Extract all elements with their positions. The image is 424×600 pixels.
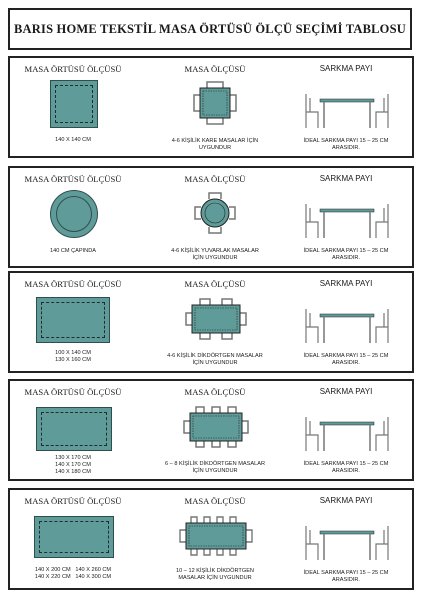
overhang-line: İDEAL SARKMA PAYI 15 – 25 CM [303, 461, 389, 467]
cloth-size-line: 100 X 140 CM [55, 350, 91, 356]
table-with-chairs-icon [182, 403, 250, 451]
size-row-1 [8, 56, 414, 158]
overhang-line: İDEAL SARKMA PAYI 15 – 25 CM [303, 248, 389, 254]
cloth-size-caption [10, 350, 136, 364]
overhang-line: İDEAL SARKMA PAYI 15 – 25 CM [303, 353, 389, 359]
overhang-side-view-icon [300, 90, 394, 130]
table-column-title: MASA ÖLÇÜSÜ [184, 174, 246, 184]
table-fit-line: 6 – 8 KİŞİLİK DİKDÖRTGEN MASALAR [165, 461, 265, 467]
overhang-caption [280, 353, 412, 367]
table-fit-line: 10 – 12 KİŞİLİK DİKDÖRTGEN [176, 568, 254, 574]
cloth-column-title: MASA ÖRTÜSÜ ÖLÇÜSÜ [24, 496, 122, 506]
table-fit-caption [140, 248, 290, 262]
overhang-caption [280, 461, 412, 475]
table-column [140, 58, 290, 156]
overhang-column-title: SARKMA PAYI [319, 279, 373, 288]
page-title: BARIS HOME TEKSTİL MASA ÖRTÜSÜ ÖLÇÜ SEÇİMİ TABLOSU [14, 21, 406, 36]
table-fit-caption [140, 138, 290, 152]
cloth-size-line: 140 X 220 CM 140 X 300 CM [34, 574, 112, 580]
table-column [140, 381, 290, 479]
size-row-4 [8, 379, 414, 481]
overhang-line: ARASIDIR. [332, 255, 360, 261]
table-with-chairs-icon [190, 78, 240, 128]
overhang-line: ARASIDIR. [332, 577, 360, 583]
overhang-column-title: SARKMA PAYI [319, 64, 373, 73]
table-column-title: MASA ÖLÇÜSÜ [184, 64, 246, 74]
overhang-line: ARASIDIR. [332, 468, 360, 474]
table-fit-line: İÇİN UYGUNDUR [192, 360, 238, 366]
table-fit-line: 4-6 KİŞİLİK KARE MASALAR İÇİN [171, 138, 259, 144]
cloth-size-line: 130 X 160 CM [55, 357, 91, 363]
cloth-size-line: 140 CM ÇAPINDA [49, 248, 96, 254]
cloth-column [10, 168, 136, 266]
overhang-column-title: SARKMA PAYI [319, 387, 373, 396]
table-fit-line: 4-6 KİŞİLİK DİKDÖRTGEN MASALAR [167, 353, 263, 359]
cloth-column-title: MASA ÖRTÜSÜ ÖLÇÜSÜ [24, 387, 122, 397]
table-fit-caption [140, 461, 290, 475]
table-with-chairs-icon [190, 188, 240, 238]
overhang-caption [280, 138, 412, 152]
rectangle-tablecloth-icon [36, 297, 110, 343]
table-fit-line: 4-6 KİŞİLİK YUVARLAK MASALAR [171, 248, 259, 254]
table-with-chairs-icon [184, 295, 248, 343]
cloth-size-line: 140 X 180 CM [55, 469, 91, 475]
cloth-size-line: 140 X 140 CM [55, 137, 91, 143]
rectangle-tablecloth-icon [34, 516, 114, 558]
overhang-side-view-icon [300, 413, 394, 453]
overhang-side-view-icon [300, 200, 394, 240]
cloth-size-line: 140 X 170 CM [55, 462, 91, 468]
cloth-column [10, 381, 136, 479]
cloth-column [10, 58, 136, 156]
cloth-size-caption [10, 137, 136, 144]
overhang-line: ARASIDIR. [332, 145, 360, 151]
round-tablecloth-icon [50, 190, 98, 238]
overhang-caption [280, 570, 412, 584]
table-fit-line: İÇİN UYGUNDUR [192, 468, 238, 474]
size-row-2 [8, 166, 414, 268]
table-column-title: MASA ÖLÇÜSÜ [184, 279, 246, 289]
cloth-column [10, 273, 136, 371]
cloth-column-title: MASA ÖRTÜSÜ ÖLÇÜSÜ [24, 64, 122, 74]
table-column [140, 273, 290, 371]
size-row-3 [8, 271, 414, 373]
table-fit-caption [140, 353, 290, 367]
overhang-column-title: SARKMA PAYI [319, 496, 373, 505]
overhang-side-view-icon [300, 522, 394, 562]
cloth-size-caption [10, 455, 136, 476]
overhang-column [280, 168, 412, 266]
page-header [8, 8, 412, 50]
cloth-size-caption [10, 567, 136, 581]
overhang-column-title: SARKMA PAYI [319, 174, 373, 183]
cloth-column-title: MASA ÖRTÜSÜ ÖLÇÜSÜ [24, 174, 122, 184]
table-fit-line: UYGUNDUR [198, 145, 232, 151]
cloth-size-caption [10, 248, 136, 255]
overhang-column [280, 273, 412, 371]
table-column-title: MASA ÖLÇÜSÜ [184, 496, 246, 506]
overhang-column [280, 381, 412, 479]
overhang-column [280, 58, 412, 156]
square-tablecloth-icon [50, 80, 98, 128]
table-column [140, 490, 290, 588]
cloth-column [10, 490, 136, 588]
overhang-line: ARASIDIR. [332, 360, 360, 366]
cloth-size-line: 140 X 200 CM 140 X 260 CM [34, 567, 112, 573]
cloth-size-line: 130 X 170 CM [55, 455, 91, 461]
overhang-caption [280, 248, 412, 262]
table-column-title: MASA ÖLÇÜSÜ [184, 387, 246, 397]
size-row-5 [8, 488, 414, 590]
table-column [140, 168, 290, 266]
table-fit-caption [140, 568, 290, 582]
table-with-chairs-icon [178, 514, 254, 558]
cloth-column-title: MASA ÖRTÜSÜ ÖLÇÜSÜ [24, 279, 122, 289]
overhang-column [280, 490, 412, 588]
rectangle-tablecloth-icon [36, 407, 112, 451]
overhang-line: İDEAL SARKMA PAYI 15 – 25 CM [303, 138, 389, 144]
overhang-line: İDEAL SARKMA PAYI 15 – 25 CM [303, 570, 389, 576]
overhang-side-view-icon [300, 305, 394, 345]
table-fit-line: İÇİN UYGUNDUR [192, 255, 238, 261]
table-fit-line: MASALAR İÇİN UYGUNDUR [178, 575, 252, 581]
